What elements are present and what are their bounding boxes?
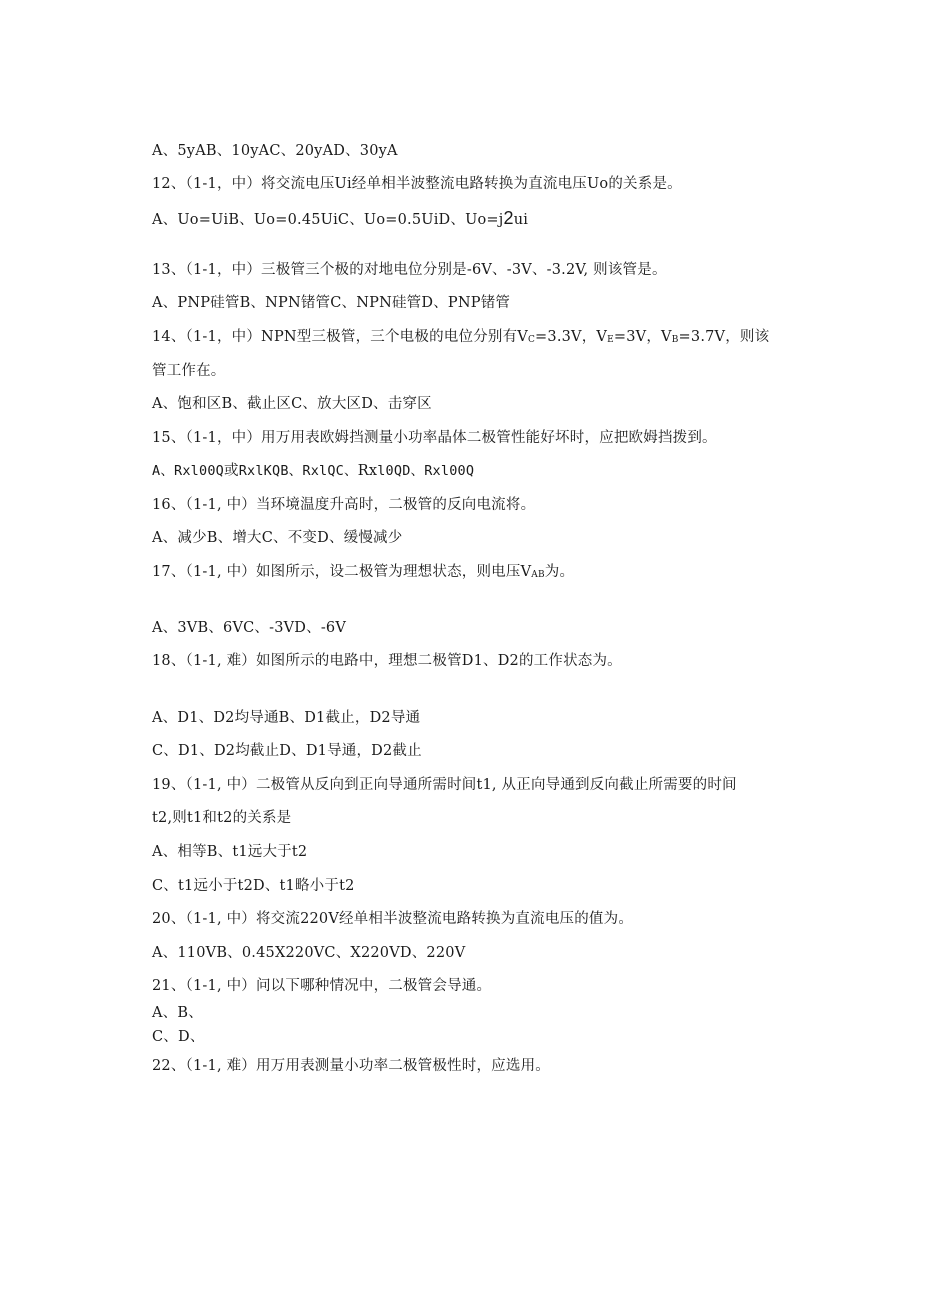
q22-stem: 22、（1-1, 难）用万用表测量小功率二极管极性时，应选用。 xyxy=(152,1058,550,1074)
q14-stem-b: =3.3V，V xyxy=(535,329,608,345)
q19-options-ab: A、相等B、t1远大于t2 xyxy=(152,844,308,860)
q14-stem-d: =3.7V，则该 xyxy=(678,329,770,345)
q14-sub-b: B xyxy=(671,335,679,345)
q15-opt-or: 或 xyxy=(224,463,239,479)
q15-opt-rx: Rx xyxy=(357,463,378,479)
q14-stem xyxy=(152,327,769,349)
q12-stem: 12、（1-1，中）将交流电压Ui经单相半波整流电路转换为直流电压Uo的关系是。 xyxy=(152,176,682,192)
q12-options-text: A、Uo=UiB、Uo=0.45UiC、Uo=0.5UiD、Uo=j xyxy=(152,212,504,228)
q15-opt-b: RxlKQB、RxlQC、 xyxy=(238,463,358,479)
q21-options-cd: C、D、 xyxy=(152,1029,205,1045)
q19-stem-cont: t2,则t1和t2的关系是 xyxy=(152,810,292,826)
q12-options xyxy=(152,208,528,230)
q20-stem: 20、（1-1, 中）将交流220V经单相半波整流电路转换为直流电压的值为。 xyxy=(152,911,634,927)
q21-stem: 21、（1-1, 中）问以下哪种情况中，二极管会导通。 xyxy=(152,978,492,994)
q17-stem-a: 17、（1-1, 中）如图所示，设二极管为理想状态，则电压V xyxy=(152,564,532,580)
q11-options: A、5yAB、10yAC、20yAD、30yA xyxy=(152,143,398,159)
q15-stem: 15、（1-1，中）用万用表欧姆挡测量小功率晶体二极管性能好坏时，应把欧姆挡拨到。 xyxy=(152,430,717,446)
q14-stem-cont: 管工作在。 xyxy=(152,363,226,379)
q15-options xyxy=(152,461,474,481)
q17-stem xyxy=(152,562,574,584)
q15-opt-d: l0QD、Rxl00Q xyxy=(377,463,475,479)
q14-sub-e: E xyxy=(607,335,614,345)
q17-stem-b: 为。 xyxy=(544,564,575,580)
q13-stem: 13、（1-1，中）三极管三个极的对地电位分别是-6V、-3V、-3.2V, 则该管是。 xyxy=(152,262,667,278)
q16-options: A、减少B、增大C、不变D、缓慢减少 xyxy=(152,530,403,546)
q14-stem-a: 14、（1-1，中）NPN型三极管，三个电极的电位分别有V xyxy=(152,329,528,345)
q19-stem: 19、（1-1, 中）二极管从反向到正向导通所需时间t1, 从正向导通到反向截止所需要的时间 xyxy=(152,777,737,793)
q18-options-cd: C、D1、D2均截止D、D1导通，D2截止 xyxy=(152,743,422,759)
q12-options-tail: ui xyxy=(513,212,529,228)
q15-opt-a: A、Rxl00Q xyxy=(152,463,224,479)
q14-stem-c: =3V，V xyxy=(613,329,672,345)
q17-sub-ab: AB xyxy=(531,570,545,580)
q21-options-ab: A、B、 xyxy=(152,1005,203,1021)
q19-options-cd: C、t1远小于t2D、t1略小于t2 xyxy=(152,878,355,894)
q18-stem: 18、（1-1, 难）如图所示的电路中，理想二极管D1、D2的工作状态为。 xyxy=(152,653,622,669)
q13-options: A、PNP硅管B、NPN锗管C、NPN硅管D、PNP锗管 xyxy=(152,295,511,311)
q12-options-sqrt2: 2 xyxy=(503,208,514,228)
q20-options: A、110VB、0.45X220VC、X220VD、220V xyxy=(152,945,466,961)
q18-options-ab: A、D1、D2均导通B、D1截止，D2导通 xyxy=(152,710,421,726)
q16-stem: 16、（1-1, 中）当环境温度升高时，二极管的反向电流将。 xyxy=(152,497,536,513)
q17-options: A、3VB、6VC、-3VD、-6V xyxy=(152,620,347,636)
q14-sub-c: C xyxy=(527,335,536,345)
q14-options: A、饱和区B、截止区C、放大区D、击穿区 xyxy=(152,396,432,412)
